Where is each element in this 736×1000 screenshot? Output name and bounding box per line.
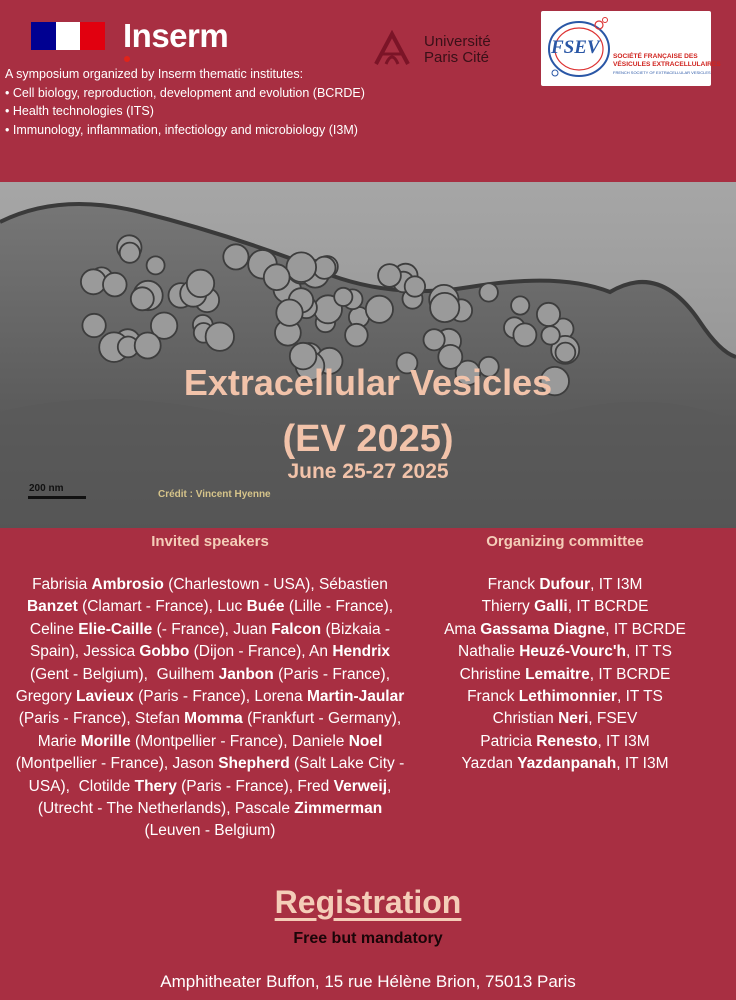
speaker-entry (135, 710, 401, 727)
member-first-name: Christian (492, 710, 554, 728)
member-first-name: Ama (444, 620, 476, 638)
member-first-name: Patricia (480, 732, 532, 750)
speaker-last-name: Buée (246, 598, 285, 616)
vesicle (206, 323, 234, 351)
vesicle (480, 283, 498, 301)
vesicle (345, 324, 368, 347)
vesicle (378, 264, 401, 287)
member-institute: , IT BCRDE (589, 665, 671, 683)
speaker-entry (79, 778, 294, 795)
speaker-last-name: Momma (184, 710, 243, 728)
speaker-last-name: Martin-Jaular (306, 688, 405, 706)
speaker-last-name: Ambrosio (91, 576, 164, 593)
member-last-name: Gassama Diagne (480, 620, 606, 638)
vesicle (366, 296, 393, 323)
speaker-last-name: Morille (80, 732, 131, 750)
speaker-last-name: Thery (134, 777, 177, 795)
university-paris-cite-logo (424, 34, 491, 66)
vesicle (424, 329, 445, 350)
institute-item: • Health technologies (ITS) (5, 104, 154, 118)
speaker-last-name: Zimmerman (294, 800, 383, 818)
speaker-location: (Dijon - France), (193, 643, 306, 661)
speaker-location: (Paris - France), (278, 665, 391, 683)
speaker-first-name: Fred (297, 777, 330, 795)
vesicle (334, 288, 352, 306)
member-last-name: Yazdanpanah (517, 755, 617, 773)
committee-member (420, 596, 710, 618)
speaker-entry (16, 688, 250, 705)
committee-member (420, 686, 710, 708)
member-first-name: Christine (459, 665, 521, 683)
vesicle (405, 276, 425, 296)
speaker-location: , (Utrecht - The Netherlands), (37, 777, 392, 818)
member-institute: , IT I3M (590, 576, 643, 593)
registration-heading: Registration (274, 884, 462, 920)
speaker-entry (32, 576, 315, 593)
vesicle (287, 252, 317, 282)
vesicle (276, 300, 302, 326)
member-institute: , IT BCRDE (567, 598, 649, 616)
speaker-first-name: Clotilde (78, 777, 131, 795)
speaker-last-name: Noel (348, 732, 383, 750)
speaker-first-name: Daniele (291, 732, 345, 750)
event-subtitle: (EV 2025) (282, 418, 454, 460)
fsev-logo (541, 11, 721, 86)
member-first-name: Yazdan (461, 755, 513, 773)
fsev-name-line: VÉSICULES EXTRACELLULAIRES (613, 61, 721, 68)
university-logo-line: Université (424, 33, 491, 50)
organizing-committee-list (420, 574, 710, 776)
member-last-name: Lethimonnier (518, 688, 617, 706)
vesicle (131, 287, 154, 310)
member-first-name: Nathalie (458, 643, 515, 661)
member-institute: , IT I3M (616, 755, 669, 773)
speaker-location: (Salt Lake City - USA), (28, 755, 405, 795)
speaker-first-name: An (309, 643, 329, 661)
committee-member (420, 619, 710, 641)
member-last-name: Dufour (539, 576, 591, 593)
university-logo-line: Paris Cité (424, 49, 490, 66)
speaker-last-name: Banzet (26, 598, 78, 616)
speaker-entry (157, 666, 390, 683)
invited-speakers-list (10, 574, 410, 843)
university-paris-cite-emblem-icon (372, 30, 412, 68)
vesicle (511, 296, 529, 314)
speaker-entry (30, 621, 229, 638)
speaker-last-name: Janbon (218, 665, 274, 683)
vesicle (120, 243, 140, 263)
speaker-first-name: Pascale (234, 800, 290, 818)
invited-speakers-heading: Invited speakers (151, 533, 269, 550)
speaker-first-name: Jessica (83, 643, 136, 661)
electron-micrograph (0, 182, 736, 528)
member-first-name: Thierry (481, 598, 530, 616)
speaker-location: (Gent - Belgium), (29, 665, 148, 683)
committee-member (420, 708, 710, 730)
speaker-location: (Charlestown - USA), (168, 576, 315, 593)
speaker-last-name: Shepherd (218, 755, 290, 773)
speaker-location: (Lille - France), (288, 598, 394, 616)
speaker-first-name: Fabrisia (32, 576, 88, 593)
speaker-last-name: Elie-Caille (78, 620, 153, 638)
fsev-name-line: SOCIÉTÉ FRANÇAISE DES (613, 53, 698, 60)
speaker-first-name: Jason (172, 755, 214, 773)
registration-note: Free but mandatory (293, 930, 443, 947)
member-institute: , IT TS (616, 688, 663, 706)
inserm-logo: Inserm (123, 17, 229, 54)
institute-item: • Immunology, inflammation, infectiology and microbiology (I3M) (5, 122, 358, 137)
speaker-first-name: Lorena (254, 688, 303, 706)
vesicle (513, 323, 536, 346)
vesicle (223, 244, 248, 269)
vesicle (135, 333, 161, 359)
member-last-name: Renesto (536, 732, 598, 750)
venue-address: Amphitheater Buffon, 15 rue Hélène Brion, 75013 Paris (160, 972, 576, 991)
scale-bar-label: 200 nm (29, 483, 64, 494)
speaker-location: (Clamart - France), (82, 598, 213, 616)
speaker-location: (Bizkaia - Spain), (29, 620, 391, 661)
scale-bar (28, 496, 86, 499)
symposium-intro (5, 65, 365, 139)
vesicle (264, 264, 290, 290)
speaker-location: (Leuven - Belgium) (144, 822, 276, 840)
speaker-location: (Paris - France), (181, 777, 294, 795)
vesicle (537, 303, 560, 326)
speaker-location: (Paris - France), (138, 688, 251, 706)
speaker-location: (Frankfurt - Germany), (247, 710, 402, 728)
speaker-entry (217, 598, 393, 615)
speaker-first-name: Marie (37, 732, 77, 750)
speaker-last-name: Verweij (333, 777, 388, 795)
vesicle (430, 293, 459, 322)
french-republic-flag-logo (31, 22, 105, 50)
speaker-location: (Montpellier - France), (15, 755, 169, 773)
committee-member (420, 574, 710, 596)
member-last-name: Galli (534, 598, 568, 616)
vesicle (147, 256, 165, 274)
committee-member (420, 664, 710, 686)
speaker-last-name: Hendrix (332, 643, 391, 661)
member-institute: , IT BCRDE (605, 620, 686, 638)
member-last-name: Heuzé-Vourc'h (519, 643, 626, 661)
vesicle (187, 270, 214, 297)
speaker-last-name: Lavieux (76, 688, 134, 706)
speaker-first-name: Sébastien (318, 576, 388, 593)
committee-member (420, 731, 710, 753)
speaker-location: (Montpellier - France), (135, 732, 288, 750)
speaker-first-name: Gregory (15, 688, 72, 706)
fsev-name-line: FRENCH SOCIETY OF EXTRACELLULAR VESICLES (613, 70, 711, 75)
member-first-name: Franck (487, 576, 535, 593)
intro-lead: A symposium organized by Inserm thematic institutes: (5, 67, 304, 81)
institute-item: • Cell biology, reproduction, development and evolution (BCRDE) (5, 85, 365, 100)
speaker-last-name: Falcon (271, 620, 322, 638)
vesicle (103, 273, 127, 297)
speaker-last-name: Gobbo (139, 643, 190, 661)
vesicle (541, 326, 559, 344)
fsev-acronym: FSEV (551, 37, 600, 58)
speaker-first-name: Stefan (135, 710, 180, 728)
speaker-first-name: Luc (217, 598, 243, 616)
speaker-first-name: Guilhem (156, 665, 215, 683)
committee-member (420, 753, 710, 775)
member-last-name: Lemaitre (525, 665, 590, 683)
speaker-location: (- France), (156, 620, 229, 638)
member-institute: , IT TS (625, 643, 672, 661)
inserm-logo-dot (124, 56, 130, 62)
speaker-location: (Paris - France), (18, 710, 131, 728)
member-last-name: Neri (558, 710, 589, 728)
vesicle (556, 343, 576, 363)
member-first-name: Franck (467, 688, 515, 706)
vesicle (81, 269, 106, 294)
speaker-entry (83, 643, 305, 660)
event-dates: June 25-27 2025 (287, 460, 449, 483)
member-institute: , FSEV (588, 710, 638, 728)
member-institute: , IT I3M (597, 732, 650, 750)
speaker-first-name: Juan (233, 620, 267, 638)
event-title: Extracellular Vesicles (183, 362, 553, 403)
speaker-entry (38, 733, 288, 750)
organizing-committee-heading: Organizing committee (486, 533, 644, 550)
image-credit: Crédit : Vincent Hyenne (158, 489, 271, 500)
vesicle (82, 314, 105, 337)
speaker-first-name: Celine (29, 620, 74, 638)
committee-member (420, 641, 710, 663)
